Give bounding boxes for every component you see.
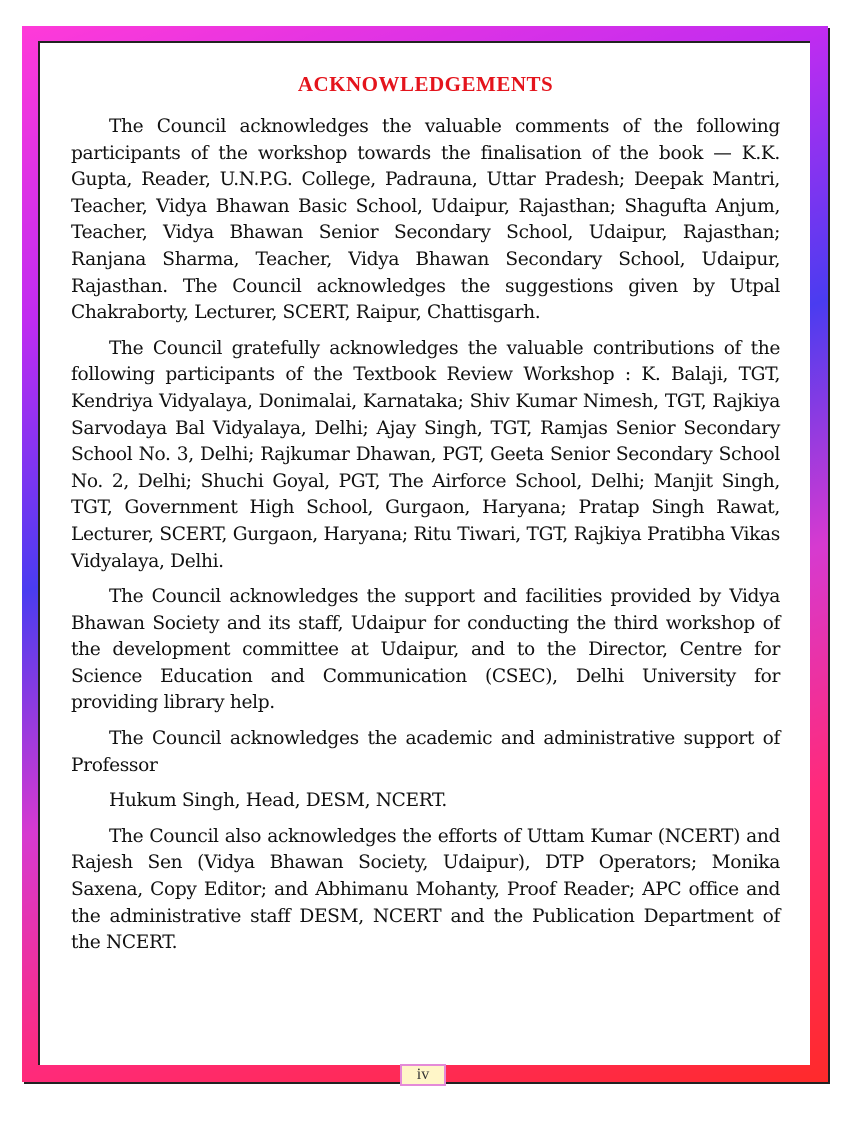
paragraph-3: The Council acknowledges the support and facilities provided by Vidya Bhawan Society and its staff, Udaipur for conducting the third workshop of the development committee at Udaipur, and to the Director, Centre for Science Education and Communication (CSEC), Delhi University for providing library help. bbox=[71, 586, 780, 714]
page-number: iv bbox=[400, 1064, 446, 1086]
paragraph-4: The Council acknowledges the academic and administrative support of Professor bbox=[71, 728, 780, 776]
page-content bbox=[71, 70, 780, 966]
page-title: ACKNOWLEDGEMENTS bbox=[297, 72, 554, 96]
paragraph-1: The Council acknowledges the valuable comments of the following participants of the workshop towards the finalisation of the book — K.K. Gupta, Reader, U.N.P.G. College, Padrauna, Uttar Pradesh; Deepak Mantri, Teacher, Vidya Bhawan Basic School, Udaipur, Rajasthan; Shagufta Anjum, Teacher, Vidya Bhawan Senior Secondary School, Udaipur, Rajasthan; Ranjana Sharma, Teacher, Vidya Bhawan Secondary School, Udaipur, Rajasthan. The Council acknowledges the suggestions given by Utpal Chakraborty, Lecturer, SCERT, Raipur, Chattisgarh. bbox=[71, 116, 780, 324]
paragraph-2: The Council gratefully acknowledges the valuable contributions of the following participants of the Textbook Review Workshop : K. Balaji, TGT, Kendriya Vidyalaya, Donimalai, Karnataka; Shiv Kumar Nimesh, TGT, Rajkiya Sarvodaya Bal Vidyalaya, Delhi; Ajay Singh, TGT, Ramjas Senior Secondary School No. 3, Delhi; Rajkumar Dhawan, PGT, Geeta Senior Secondary School No. 2, Delhi; Shuchi Goyal, PGT, The Airforce School, Delhi; Manjit Singh, TGT, Government High School, Gurgaon, Haryana; Pratap Singh Rawat, Lecturer, SCERT, Gurgaon, Haryana; Ritu Tiwari, TGT, Rajkiya Pratibha Vikas Vidyalaya, Delhi. bbox=[71, 337, 780, 572]
paragraph-5: Hukum Singh, Head, DESM, NCERT. bbox=[109, 790, 447, 812]
paragraph-6: The Council also acknowledges the efforts of Uttam Kumar (NCERT) and Rajesh Sen (Vidya Bhawan Society, Udaipur), DTP Operators; Monika Saxena, Copy Editor; and Abhimanu Mohanty, Proof Reader; APC office and the administrative staff DESM, NCERT and the Publication Department of the NCERT. bbox=[71, 825, 780, 954]
